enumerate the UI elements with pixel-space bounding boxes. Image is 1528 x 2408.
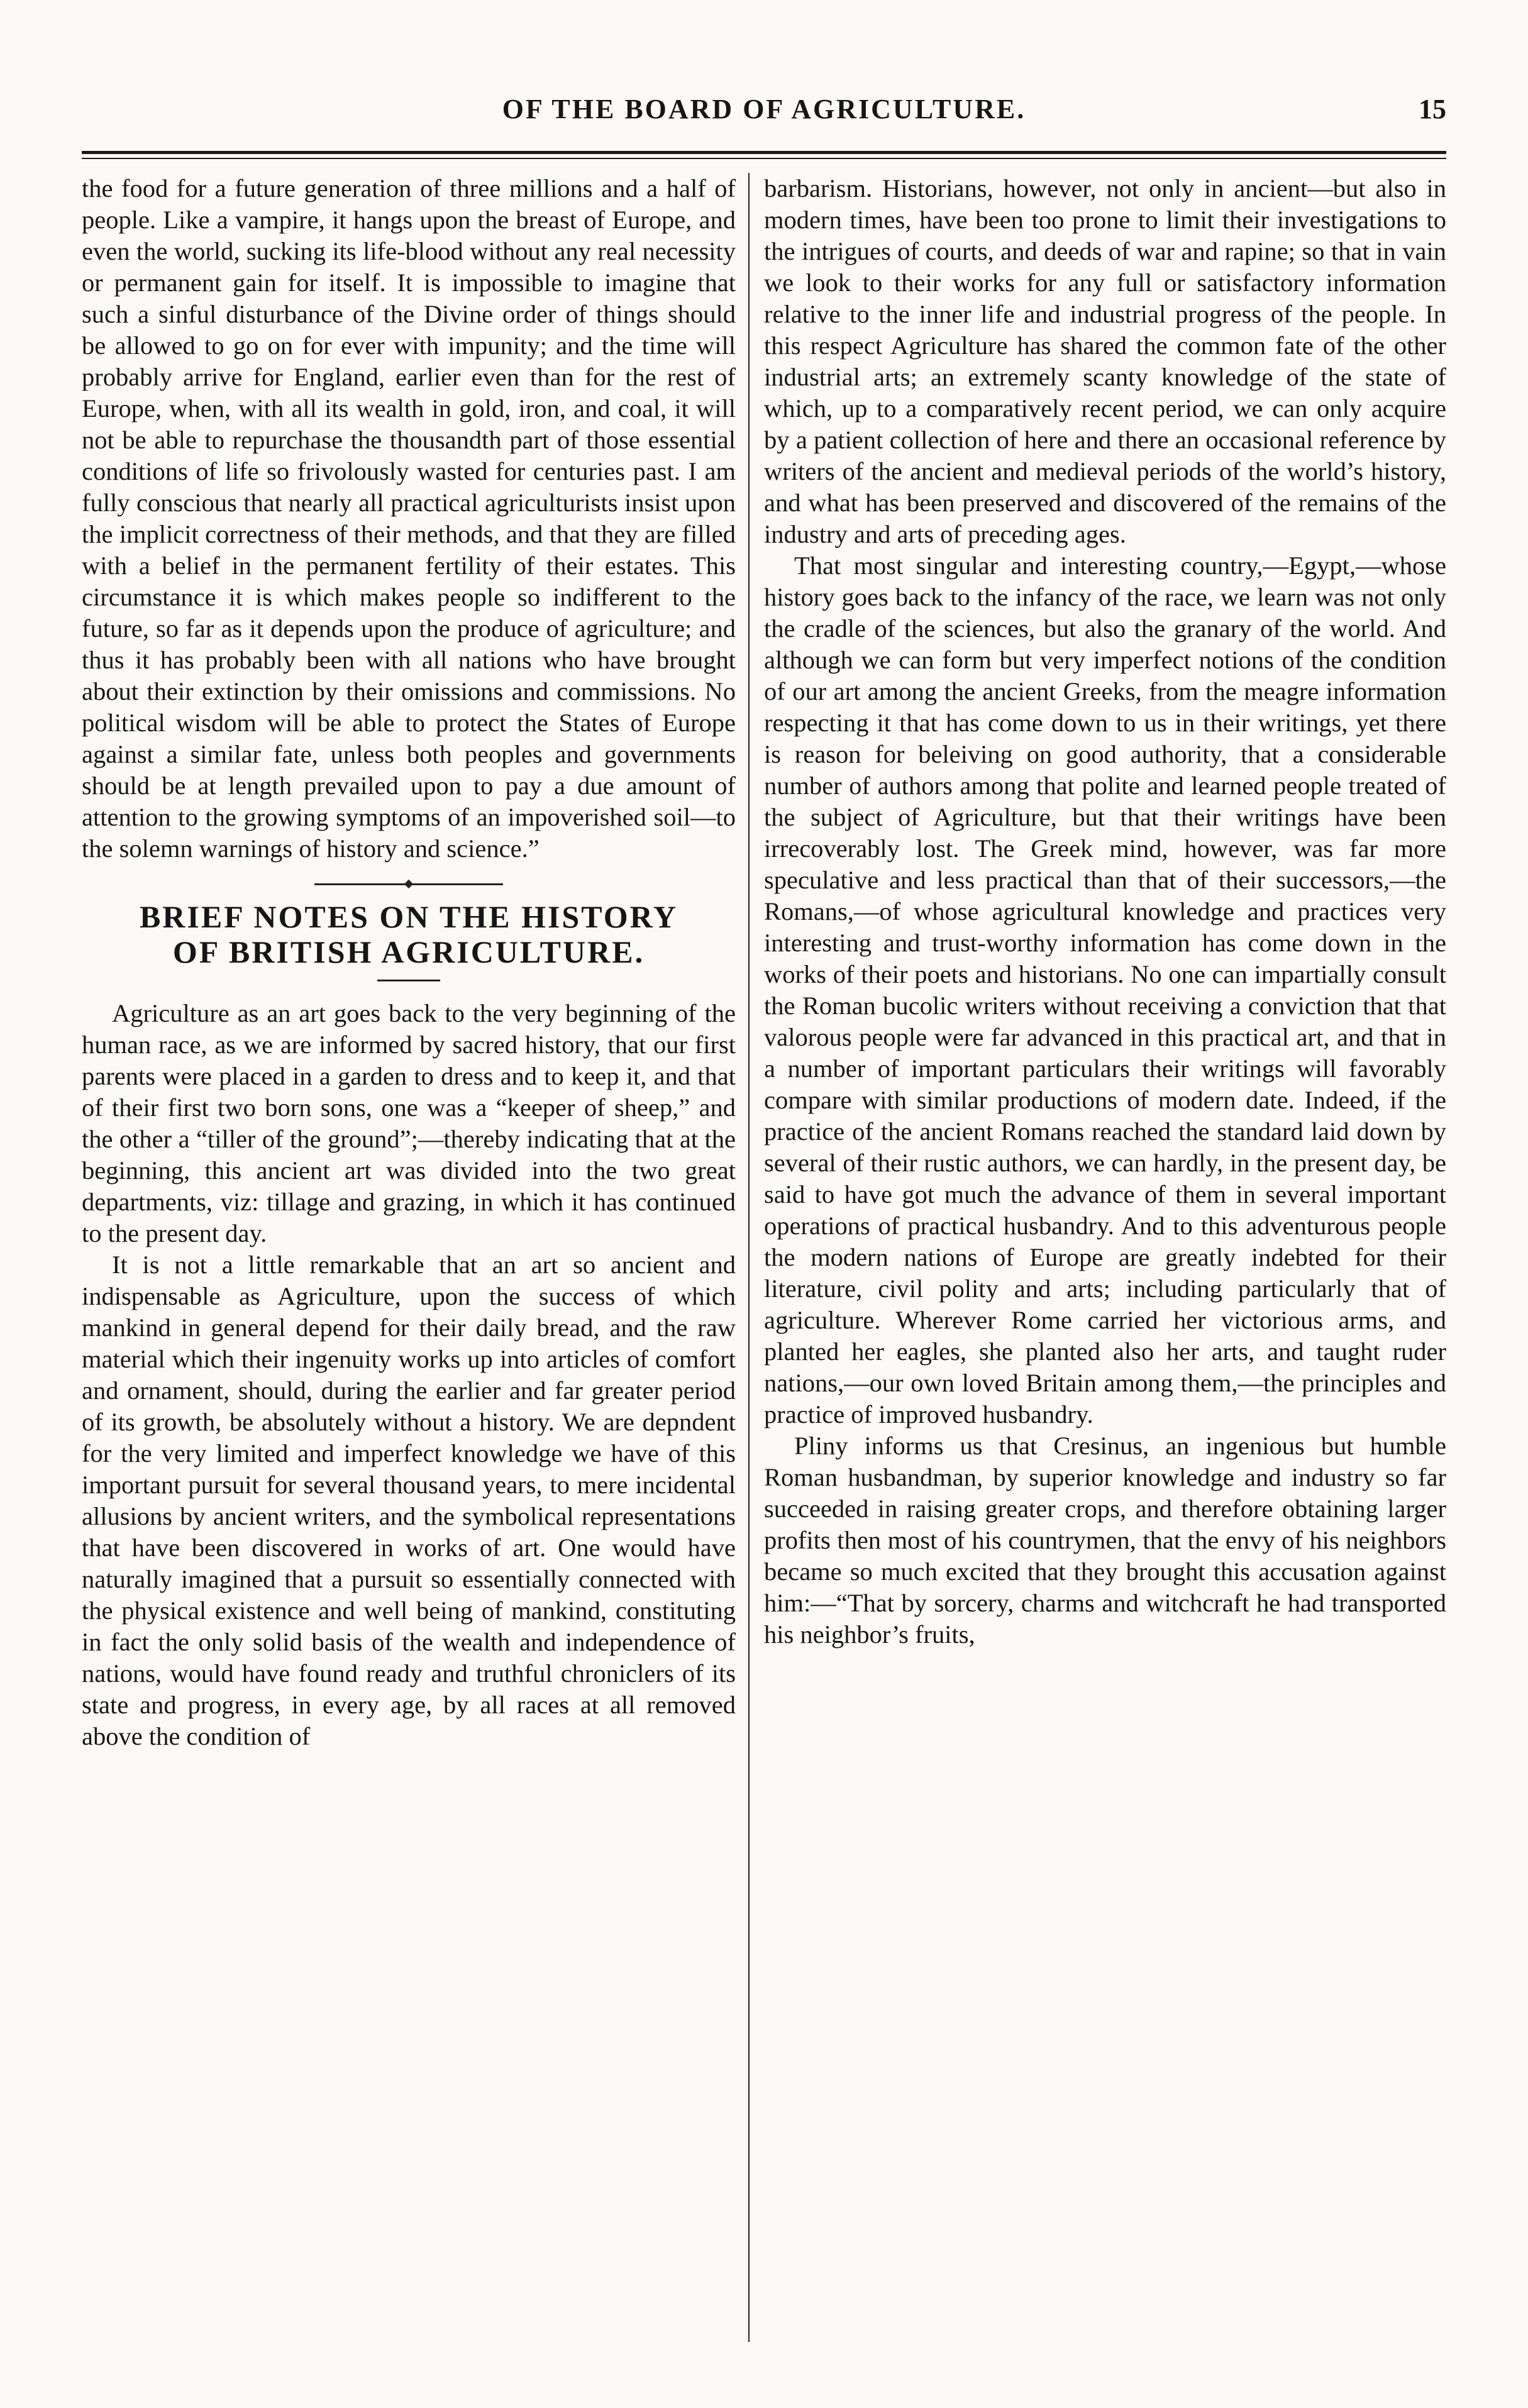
- ornamental-rule: [314, 883, 503, 885]
- header-double-rule: [82, 151, 1446, 159]
- section-title: [82, 899, 736, 969]
- page-number: 15: [1419, 94, 1446, 124]
- section-title-line1: BRIEF NOTES ON THE HISTORY: [139, 899, 678, 934]
- paragraph-continued: barbarism. Historians, however, not only in ancient—but also in modern times, have been too prone to limit their investigations to the intrigues of courts, and deeds of war and rapine; so that in vain we look to their works for any full or satisfactory information relative to the inner life and industrial progress of the people. In this respect Agriculture has shared the common fate of the other industrial arts; an extremely scanty knowledge of the state of which, up to a comparatively recent period, we can only acquire by a patient collection of here and there an occasional reference by writers of the ancient and medieval periods of the world’s history, and what has been preserved and discovered of the remains of the industry and arts of preceding ages.: [764, 174, 1446, 548]
- section-title-line2: OF BRITISH AGRICULTURE.: [172, 934, 645, 969]
- page-header: [82, 93, 1446, 143]
- paragraph: It is not a little remarkable that an art so ancient and indispensable as Agriculture, upon the success of which mankind in general depend for their daily bread, and the raw material which their ingenuity works up into articles of comfort and ornament, should, during the earlier and far greater period of its growth, be absolutely without a history. We are depndent for the very limited and imperfect knowledge we have of this important pursuit for several thousand years, to mere incidental allusions by ancient writers, and the symbolical representations that have been discovered in works of art. One would have naturally imagined that a pursuit so essentially connected with the physical existence and well being of mankind, constituting in fact the only solid basis of the wealth and independence of nations, would have found ready and truthful chroniclers of its state and progress, in every age, by all races at all removed above the condition of: [82, 1251, 736, 1750]
- title-rule: [377, 980, 440, 981]
- right-column: [764, 173, 1446, 2342]
- left-column: [82, 173, 736, 2342]
- column-divider: [748, 173, 750, 2342]
- paragraph: Pliny informs us that Cresinus, an ingenious but humble Roman husbandman, by superior knowledge and industry so far succeeded in raising greater crops, and therefore obtaining larger profits then most of his countrymen, that the envy of his neighbors became so much excited that they brought this accusation against him:—“That by sorcery, charms and witchcraft he had transported his neighbor’s fruits,: [764, 1432, 1446, 1649]
- paragraph: That most singular and interesting country,—Egypt,—whose history goes back to the infancy of the race, we learn was not only the cradle of the sciences, but also the granary of the world. And although we can form but very imperfect notions of the condition of our art among the ancient Greeks, from the meagre information respecting it that has come down to us in their writings, yet there is reason for beleiving on good authority, that a considerable number of authors among that polite and learned people treated of the subject of Agriculture, but that their writings have been irrecoverably lost. The Greek mind, however, was far more speculative and less practical than that of their successors,—the Romans,—of whose agricultural knowledge and practices very interesting and trust-worthy information has come down in the works of their poets and historians. No one can impartially consult the Roman bucolic writers without receiving a conviction that that valorous people were far advanced in this practical art, and that in a number of important particulars their writings will favorably compare with similar productions of modern date. Indeed, if the practice of the ancient Romans reached the standard laid down by several of their rustic authors, we can hardly, in the present day, be said to have got much the advance of them in several important operations of practical husbandry. And to this adventurous people the modern nations of Europe are greatly indebted for their literature, civil polity and arts; including particularly that of agriculture. Wherever Rome carried her victorious arms, and planted her eagles, she planted also her arts, and taught ruder nations,—our own loved Britain among them,—the principles and practice of improved husbandry.: [764, 551, 1446, 1428]
- paragraph-continued: the food for a future generation of three millions and a half of people. Like a vampire, it hangs upon the breast of Europe, and even the world, sucking its life-blood without any real necessity or permanent gain for itself. It is impossible to imagine that such a sinful disturbance of the Divine order of things should be allowed to go on for ever with impunity; and the time will probably arrive for England, earlier even than for the rest of Europe, when, with all its wealth in gold, iron, and coal, it will not be able to repurchase the thousandth part of those essential conditions of life so frivolously wasted for centuries past. I am fully conscious that nearly all practical agriculturists insist upon the implicit correctness of their methods, and that they are filled with a belief in the permanent fertility of their estates. This circumstance it is which makes people so indifferent to the future, so far as it depends upon the produce of agriculture; and thus it has probably been with all nations who have brought about their extinction by their omissions and commissions. No political wisdom will be able to protect the States of Europe against a similar fate, unless both peoples and governments should be at length prevailed upon to pay a due amount of attention to the growing symptoms of an impoverished soil—to the solemn warnings of history and science.”: [82, 174, 736, 863]
- paragraph: Agriculture as an art goes back to the very beginning of the human race, as we are informed by sacred history, that our first parents were placed in a garden to dress and to keep it, and that of their first two born sons, one was a “keeper of sheep,” and the other a “tiller of the ground”;—thereby indicating that at the beginning, this ancient art was divided into the two great departments, viz: tillage and grazing, in which it has continued to the present day.: [82, 999, 736, 1247]
- running-head: OF THE BOARD OF AGRICULTURE.: [502, 94, 1026, 124]
